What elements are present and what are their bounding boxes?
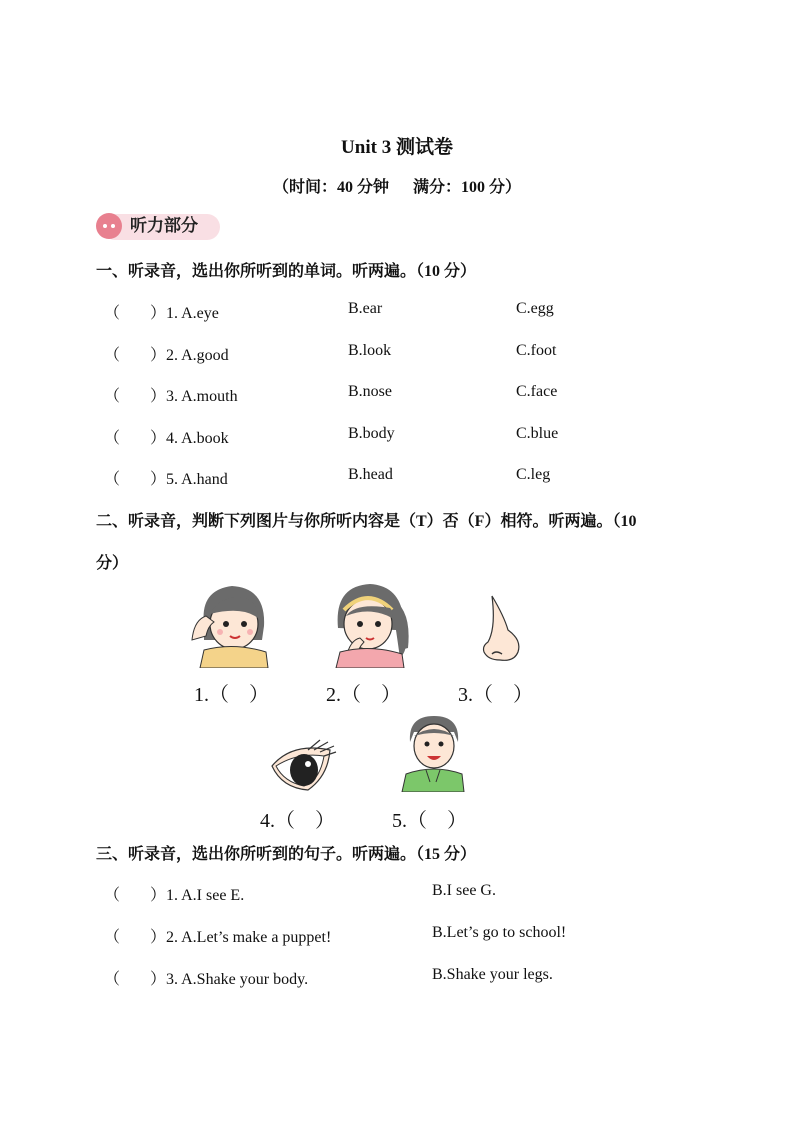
option-a: ）2. A.Let’s make a puppet! xyxy=(150,929,332,946)
judge-label-4[interactable]: 4.（ ） xyxy=(260,810,335,832)
option-c: C.foot xyxy=(516,342,557,359)
option-b: B.look xyxy=(348,342,392,359)
boy-illustration xyxy=(400,712,466,792)
question-row xyxy=(96,466,746,490)
option-c: C.leg xyxy=(516,466,551,483)
question-row xyxy=(96,966,746,990)
girl-pointing-mouth-illustration xyxy=(330,578,412,668)
part2-heading-line1: 二、听录音，判断下列图片与你所听内容是（T）否（F）相符。听两遍。（10 xyxy=(96,513,637,530)
answer-bracket[interactable]: （ xyxy=(104,430,121,447)
girl-pointing-eye-illustration xyxy=(190,580,274,668)
option-a: ）1. A.eye xyxy=(150,305,219,322)
option-a: ）3. A.mouth xyxy=(150,388,238,405)
option-b: B.ear xyxy=(348,300,383,317)
part2-heading-line2: 分） xyxy=(96,555,129,572)
judge-label-2[interactable]: 2.（ ） xyxy=(326,684,401,706)
section-badge xyxy=(96,212,220,240)
option-a: ）4. A.book xyxy=(150,430,229,447)
option-b: B.nose xyxy=(348,383,392,400)
section-badge-label: 听力部分 xyxy=(130,216,198,236)
option-a: ）2. A.good xyxy=(150,347,229,364)
page-title: Unit 3 测试卷 xyxy=(341,137,453,158)
question-row xyxy=(96,425,746,449)
judge-label-1[interactable]: 1.（ ） xyxy=(194,684,269,706)
question-row xyxy=(96,924,746,948)
question-row xyxy=(96,882,746,906)
question-row xyxy=(96,342,746,366)
answer-bracket[interactable]: （ xyxy=(104,887,121,904)
answer-bracket[interactable]: （ xyxy=(104,929,121,946)
nose-illustration xyxy=(478,594,524,666)
eye-illustration xyxy=(268,736,338,792)
option-c: C.face xyxy=(516,383,558,400)
exam-info: （时间：40 分钟 满分：100 分） xyxy=(272,179,521,196)
option-b: B.Shake your legs. xyxy=(432,966,553,983)
answer-bracket[interactable]: （ xyxy=(104,388,121,405)
ear-icon xyxy=(96,213,122,239)
option-c: C.blue xyxy=(516,425,559,442)
option-c: C.egg xyxy=(516,300,554,317)
judge-label-5[interactable]: 5.（ ） xyxy=(392,810,467,832)
option-a: ）1. A.I see E. xyxy=(150,887,245,904)
answer-bracket[interactable]: （ xyxy=(104,971,121,988)
judge-label-3[interactable]: 3.（ ） xyxy=(458,684,533,706)
answer-bracket[interactable]: （ xyxy=(104,305,121,322)
question-row xyxy=(96,300,746,324)
part1-heading: 一、听录音，选出你所听到的单词。听两遍。（10 分） xyxy=(96,263,477,280)
part3-heading: 三、听录音，选出你所听到的句子。听两遍。（15 分） xyxy=(96,846,477,863)
option-b: B.head xyxy=(348,466,393,483)
option-a: ）5. A.hand xyxy=(150,471,228,488)
option-b: B.body xyxy=(348,425,395,442)
option-a: ）3. A.Shake your body. xyxy=(150,971,309,988)
question-row xyxy=(96,383,746,407)
answer-bracket[interactable]: （ xyxy=(104,347,121,364)
answer-bracket[interactable]: （ xyxy=(104,471,121,488)
option-b: B.I see G. xyxy=(432,882,496,899)
option-b: B.Let’s go to school! xyxy=(432,924,567,941)
